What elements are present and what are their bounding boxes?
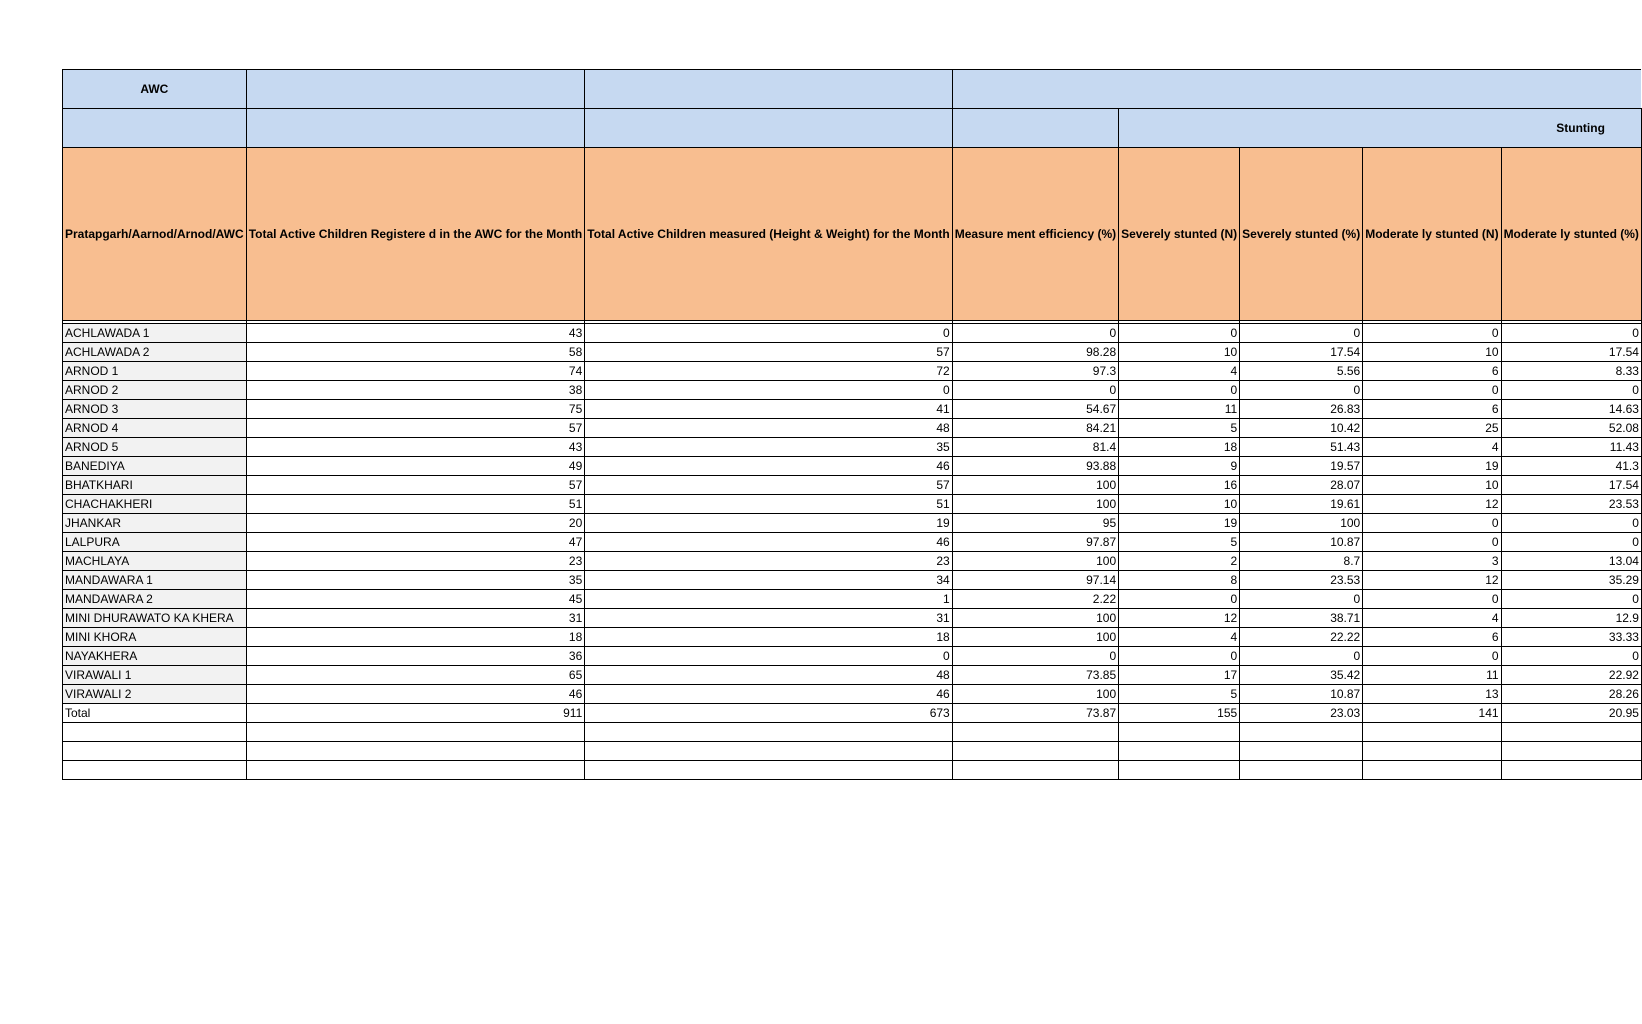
value-cell[interactable]: 13.04 [1501,552,1641,571]
value-cell[interactable]: 0 [1363,590,1501,609]
value-cell[interactable]: 46 [585,457,952,476]
value-cell[interactable]: 73.85 [952,666,1118,685]
value-cell[interactable]: 6 [1363,400,1501,419]
table-row [63,324,1642,343]
awc-name-cell[interactable]: Total [63,704,247,723]
value-cell[interactable]: 11 [1119,400,1240,419]
value-cell[interactable]: 12 [1119,609,1240,628]
value-cell[interactable]: 0 [1501,647,1641,666]
empty-cell[interactable] [585,742,952,761]
value-cell[interactable]: 20 [246,514,585,533]
value-cell[interactable]: 5.56 [1240,362,1363,381]
value-cell[interactable]: 36 [246,647,585,666]
value-cell[interactable]: 11.43 [1501,438,1641,457]
awc-name-cell[interactable]: MINI DHURAWATO KA KHERA [63,609,247,628]
value-cell[interactable]: 100 [952,495,1118,514]
awc-name-cell[interactable]: MANDAWARA 2 [63,590,247,609]
value-cell[interactable]: 58 [246,343,585,362]
value-cell[interactable]: 20.95 [1501,704,1641,723]
table-row [63,685,1642,704]
awc-name-cell[interactable]: MACHLAYA [63,552,247,571]
value-cell[interactable]: 100 [952,628,1118,647]
value-cell[interactable]: 12 [1363,571,1501,590]
value-cell[interactable]: 46 [585,685,952,704]
value-cell[interactable]: 0 [1119,647,1240,666]
value-cell[interactable]: 18 [246,628,585,647]
value-cell[interactable]: 18 [585,628,952,647]
value-cell[interactable]: 35.29 [1501,571,1641,590]
value-cell[interactable]: 57 [246,476,585,495]
table-row [63,571,1642,590]
table-row [63,590,1642,609]
table-row [63,666,1642,685]
value-cell[interactable]: 2.22 [952,590,1118,609]
value-cell[interactable]: 5 [1119,533,1240,552]
empty-cell[interactable] [585,761,952,780]
value-cell[interactable]: 41 [585,400,952,419]
empty-cell[interactable] [1501,723,1641,742]
awc-name-cell[interactable]: JHANKAR [63,514,247,533]
value-cell[interactable]: 2 [1119,552,1240,571]
column-header-efficiency[interactable]: Measure ment efficiency (%) [952,148,1118,321]
value-cell[interactable]: 10.87 [1240,685,1363,704]
header-row-stunting [63,109,1642,148]
value-cell[interactable]: 10 [1119,495,1240,514]
value-cell[interactable]: 97.14 [952,571,1118,590]
value-cell[interactable]: 0 [585,647,952,666]
empty-cell[interactable] [63,761,247,780]
value-cell[interactable]: 35.42 [1240,666,1363,685]
empty-cell[interactable] [1363,761,1501,780]
value-cell[interactable]: 23 [585,552,952,571]
column-header-awc-name[interactable]: Pratapgarh/Aarnod/Arnod/AWC [63,148,247,321]
value-cell[interactable]: 10.42 [1240,419,1363,438]
value-cell[interactable]: 57 [585,343,952,362]
value-cell[interactable]: 13 [1363,685,1501,704]
value-cell[interactable]: 6 [1363,362,1501,381]
value-cell[interactable]: 28.07 [1240,476,1363,495]
value-cell[interactable]: 0 [1363,533,1501,552]
value-cell[interactable]: 51 [246,495,585,514]
table-row [63,400,1642,419]
value-cell[interactable]: 6 [1363,628,1501,647]
value-cell[interactable]: 22.92 [1501,666,1641,685]
value-cell[interactable]: 673 [585,704,952,723]
value-cell[interactable]: 97.3 [952,362,1118,381]
empty-cell[interactable] [1363,723,1501,742]
value-cell[interactable]: 18 [1119,438,1240,457]
value-cell[interactable]: 33.33 [1501,628,1641,647]
value-cell[interactable]: 17.54 [1240,343,1363,362]
value-cell[interactable]: 0 [1240,647,1363,666]
table-row [63,552,1642,571]
empty-cell[interactable] [1363,742,1501,761]
value-cell[interactable]: 47 [246,533,585,552]
awc-name-cell[interactable]: ARNOD 4 [63,419,247,438]
value-cell[interactable]: 25 [1363,419,1501,438]
value-cell[interactable]: 46 [246,685,585,704]
value-cell[interactable]: 141 [1363,704,1501,723]
value-cell[interactable]: 4 [1363,609,1501,628]
value-cell[interactable]: 54.67 [952,400,1118,419]
value-cell[interactable]: 81.4 [952,438,1118,457]
value-cell[interactable]: 84.21 [952,419,1118,438]
value-cell[interactable]: 23.53 [1501,495,1641,514]
awc-name-cell[interactable]: ACHLAWADA 1 [63,324,247,343]
value-cell[interactable]: 73.87 [952,704,1118,723]
table-row [63,362,1642,381]
value-cell[interactable]: 1 [585,590,952,609]
value-cell[interactable]: 0 [585,381,952,400]
value-cell[interactable]: 0 [1501,324,1641,343]
awc-name-cell[interactable]: CHACHAKHERI [63,495,247,514]
table-row [63,438,1642,457]
value-cell[interactable]: 10 [1363,476,1501,495]
value-cell[interactable]: 51 [585,495,952,514]
value-cell[interactable]: 0 [1501,381,1641,400]
value-cell[interactable]: 51.43 [1240,438,1363,457]
value-cell[interactable]: 52.08 [1501,419,1641,438]
awc-name-cell[interactable]: BHATKHARI [63,476,247,495]
value-cell[interactable]: 65 [246,666,585,685]
value-cell[interactable]: 23 [246,552,585,571]
value-cell[interactable]: 0 [1240,590,1363,609]
value-cell[interactable]: 0 [1119,324,1240,343]
header-blank-cell[interactable] [585,70,952,109]
table-row [63,476,1642,495]
value-cell[interactable]: 8.33 [1501,362,1641,381]
column-header-registered[interactable]: Total Active Children Registere d in the AWC for the Month [246,148,585,321]
value-cell[interactable]: 34 [585,571,952,590]
value-cell[interactable]: 17.54 [1501,476,1641,495]
table-row [63,495,1642,514]
table-row [63,533,1642,552]
empty-cell[interactable] [1501,742,1641,761]
value-cell[interactable]: 17.54 [1501,343,1641,362]
value-cell[interactable]: 38 [246,381,585,400]
awc-name-cell[interactable]: LALPURA [63,533,247,552]
empty-cell[interactable] [1240,742,1363,761]
header-blank-cell[interactable] [246,109,585,148]
column-header-moderate-n[interactable]: Moderate ly stunted (N) [1363,148,1501,321]
value-cell[interactable]: 100 [1240,514,1363,533]
table-row [63,514,1642,533]
value-cell[interactable]: 31 [246,609,585,628]
header-blank-span-cell[interactable] [952,70,1641,109]
empty-cell[interactable] [63,742,247,761]
value-cell[interactable]: 11 [1363,666,1501,685]
empty-cell[interactable] [585,723,952,742]
header-blank-cell[interactable] [952,109,1118,148]
value-cell[interactable]: 35 [246,571,585,590]
empty-cell[interactable] [63,723,247,742]
column-header-moderate-pct[interactable]: Moderate ly stunted (%) [1501,148,1641,321]
value-cell[interactable]: 0 [1363,324,1501,343]
empty-row [63,723,1642,742]
value-cell[interactable]: 911 [246,704,585,723]
value-cell[interactable]: 57 [246,419,585,438]
header-row-awc [63,70,1642,109]
table-row [63,647,1642,666]
empty-cell[interactable] [952,723,1118,742]
value-cell[interactable]: 74 [246,362,585,381]
value-cell[interactable]: 0 [1119,381,1240,400]
empty-row [63,761,1642,780]
value-cell[interactable]: 4 [1363,438,1501,457]
table-row [63,457,1642,476]
value-cell[interactable]: 100 [952,685,1118,704]
value-cell[interactable]: 19.57 [1240,457,1363,476]
value-cell[interactable]: 0 [1240,324,1363,343]
value-cell[interactable]: 0 [1363,381,1501,400]
value-cell[interactable]: 12.9 [1501,609,1641,628]
value-cell[interactable]: 3 [1363,552,1501,571]
awc-header-cell[interactable]: AWC [63,70,247,109]
header-blank-cell[interactable] [63,109,247,148]
column-header-row [63,148,1642,321]
value-cell[interactable]: 19 [1363,457,1501,476]
empty-cell[interactable] [246,761,585,780]
empty-cell[interactable] [952,742,1118,761]
value-cell[interactable]: 0 [952,647,1118,666]
value-cell[interactable]: 4 [1119,362,1240,381]
value-cell[interactable]: 41.3 [1501,457,1641,476]
column-header-severe-n[interactable]: Severely stunted (N) [1119,148,1240,321]
awc-name-cell[interactable]: MINI KHORA [63,628,247,647]
value-cell[interactable]: 38.71 [1240,609,1363,628]
value-cell[interactable]: 48 [585,419,952,438]
value-cell[interactable]: 19 [585,514,952,533]
value-cell[interactable]: 10.87 [1240,533,1363,552]
table-row [63,343,1642,362]
value-cell[interactable]: 75 [246,400,585,419]
total-row [63,704,1642,723]
empty-cell[interactable] [1119,761,1240,780]
header-blank-cell[interactable] [585,109,952,148]
value-cell[interactable]: 10 [1119,343,1240,362]
value-cell[interactable]: 8 [1119,571,1240,590]
awc-name-cell[interactable]: NAYAKHERA [63,647,247,666]
awc-name-cell[interactable]: VIRAWALI 1 [63,666,247,685]
awc-name-cell[interactable]: ARNOD 3 [63,400,247,419]
value-cell[interactable]: 48 [585,666,952,685]
awc-name-cell[interactable]: ARNOD 2 [63,381,247,400]
value-cell[interactable]: 0 [1501,533,1641,552]
empty-cell[interactable] [1119,742,1240,761]
value-cell[interactable]: 43 [246,324,585,343]
value-cell[interactable]: 49 [246,457,585,476]
stunting-header-cell[interactable]: Stunting [1119,109,1642,148]
awc-name-cell[interactable]: ARNOD 5 [63,438,247,457]
value-cell[interactable]: 97.87 [952,533,1118,552]
awc-stunting-table [62,69,1642,780]
value-cell[interactable]: 12 [1363,495,1501,514]
table-row [63,381,1642,400]
value-cell[interactable]: 5 [1119,419,1240,438]
table-row [63,419,1642,438]
table-row [63,609,1642,628]
empty-cell[interactable] [246,742,585,761]
value-cell[interactable]: 100 [952,609,1118,628]
value-cell[interactable]: 0 [1501,590,1641,609]
empty-row [63,742,1642,761]
table-row [63,628,1642,647]
value-cell[interactable]: 5 [1119,685,1240,704]
value-cell[interactable]: 0 [585,324,952,343]
value-cell[interactable]: 93.88 [952,457,1118,476]
value-cell[interactable]: 22.22 [1240,628,1363,647]
value-cell[interactable]: 4 [1119,628,1240,647]
empty-cell[interactable] [1501,761,1641,780]
value-cell[interactable]: 23.53 [1240,571,1363,590]
value-cell[interactable]: 0 [952,324,1118,343]
value-cell[interactable]: 35 [585,438,952,457]
value-cell[interactable]: 9 [1119,457,1240,476]
value-cell[interactable]: 57 [585,476,952,495]
empty-cell[interactable] [952,761,1118,780]
empty-cell[interactable] [246,723,585,742]
awc-name-cell[interactable]: BANEDIYA [63,457,247,476]
awc-name-cell[interactable]: ARNOD 1 [63,362,247,381]
value-cell[interactable]: 19.61 [1240,495,1363,514]
value-cell[interactable]: 100 [952,552,1118,571]
column-header-severe-pct[interactable]: Severely stunted (%) [1240,148,1363,321]
value-cell[interactable]: 0 [1363,647,1501,666]
value-cell[interactable]: 17 [1119,666,1240,685]
empty-cell[interactable] [1119,723,1240,742]
column-header-measured[interactable]: Total Active Children measured (Height & Weight) for the Month [585,148,952,321]
awc-name-cell[interactable]: ACHLAWADA 2 [63,343,247,362]
value-cell[interactable]: 19 [1119,514,1240,533]
value-cell[interactable]: 28.26 [1501,685,1641,704]
value-cell[interactable]: 45 [246,590,585,609]
value-cell[interactable]: 46 [585,533,952,552]
value-cell[interactable]: 43 [246,438,585,457]
value-cell[interactable]: 26.83 [1240,400,1363,419]
header-blank-cell[interactable] [246,70,585,109]
value-cell[interactable]: 0 [952,381,1118,400]
value-cell[interactable]: 98.28 [952,343,1118,362]
value-cell[interactable]: 23.03 [1240,704,1363,723]
awc-name-cell[interactable]: MANDAWARA 1 [63,571,247,590]
value-cell[interactable]: 0 [1501,514,1641,533]
value-cell[interactable]: 155 [1119,704,1240,723]
value-cell[interactable]: 10 [1363,343,1501,362]
value-cell[interactable]: 0 [1363,514,1501,533]
value-cell[interactable]: 95 [952,514,1118,533]
value-cell[interactable]: 16 [1119,476,1240,495]
awc-name-cell[interactable]: VIRAWALI 2 [63,685,247,704]
empty-cell[interactable] [1240,723,1363,742]
value-cell[interactable]: 8.7 [1240,552,1363,571]
empty-cell[interactable] [1240,761,1363,780]
value-cell[interactable]: 14.63 [1501,400,1641,419]
value-cell[interactable]: 100 [952,476,1118,495]
value-cell[interactable]: 31 [585,609,952,628]
value-cell[interactable]: 0 [1240,381,1363,400]
value-cell[interactable]: 72 [585,362,952,381]
value-cell[interactable]: 0 [1119,590,1240,609]
